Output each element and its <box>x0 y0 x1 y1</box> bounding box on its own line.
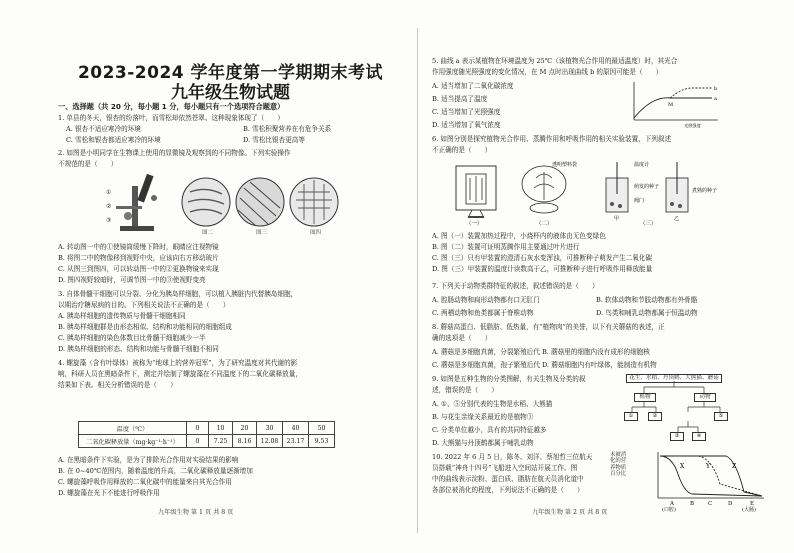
x-axis-label: 光照强度 <box>684 123 701 128</box>
svg-text:图二: 图二 <box>202 230 214 236</box>
q7-option-c: C. 两栖动物和鱼类都属于脊椎动物 <box>432 309 534 317</box>
q1-option-c: C. 雪松和银杏都适应寒冷的环境 <box>66 136 161 144</box>
q2-option-d: D. 图四视野较暗时，可调节图一中的③使视野变亮 <box>58 276 206 284</box>
q5-option-a: A. 适当增加了二氧化碳浓度 <box>432 82 514 90</box>
q1-option-a: A. 银杏不适应寒冷的环境 <box>66 125 141 133</box>
q4-stem-cont2: 结果如下表。相关分析错误的是（ ） <box>58 381 177 389</box>
q4-option-b: B. 在 0~40℃范围内，随着温度的升高，二氧化碳释放量逐渐增加 <box>58 467 253 475</box>
light-curve-figure <box>622 78 722 128</box>
q4-stem: 4. 螺旋藻（含有叶绿体）被称为“地球上的营养冠军”，为了研究温度对其代谢的影 <box>58 359 298 367</box>
x-tick-a: A <box>670 501 674 507</box>
q6-option-c: C. 图（三）只有甲装置的澄清石灰水变浑浊，可推断种子萌发产生二氧化碳 <box>432 254 653 262</box>
apparatus-2 <box>522 161 577 213</box>
q8-option-ab: A. 蘑菇是多细胞真菌，分裂繁殖后代 B. 蘑菇里的细胞内没有成形的细胞核 <box>432 348 650 356</box>
tree-node-3: ③ <box>670 432 684 441</box>
curve-a-label: a <box>714 96 717 102</box>
x-tick-c: C <box>708 501 713 507</box>
table-row <box>79 435 335 448</box>
curve-z-label: Z <box>732 463 737 470</box>
section-heading: 一、选择题（共 20 分，每小题 1 分，每小题只有一个选项符合题意） <box>58 102 285 111</box>
q10-stem-cont1: 员搭载“神舟十四号”飞船进入空间站开展工作。图 <box>432 464 578 472</box>
q5-stem-cont: 作用强度随光照强度的变化情况，在 M 点时出现曲线 b 的原因可能是（ ） <box>432 68 663 76</box>
q3-stem-cont: 以期治疗糖尿病的目的。下列相关说法不正确的是（ ） <box>58 301 230 309</box>
apparatus-1 <box>456 166 496 218</box>
q2-option-a: A. 转动图一中的①使镜筒缓慢下降时，眼睛应注视物镜 <box>58 243 219 251</box>
table-cell: 10 <box>209 422 233 435</box>
q4-option-c: C. 螺旋藻呼吸作用释放的二氧化碳中的能量来自其光合作用 <box>58 478 232 486</box>
table-cell: 7.25 <box>209 435 233 448</box>
q1-stem: 1. 单县的冬天，银杏的纷落叶，而雪松却依然苍翠。这种现象体现了（ ） <box>58 114 284 122</box>
microscope-icon <box>116 174 157 231</box>
column-divider <box>417 28 418 533</box>
q4-option-d: D. 螺旋藻在光下不能进行呼吸作用 <box>58 489 160 497</box>
apparatus-3 <box>606 161 717 222</box>
table-cell: 0 <box>187 422 209 435</box>
tree-animal: 动物 <box>694 393 716 402</box>
digestion-curve-figure <box>632 448 767 512</box>
table-cell: 12.08 <box>257 435 283 448</box>
fig-label-2: （二） <box>536 221 553 226</box>
q7-option-b: B. 软体动物和节肢动物都有外骨骼 <box>596 296 698 304</box>
tree-plant: 植物 <box>634 393 656 402</box>
x-tick-d: D <box>728 501 733 507</box>
table-cell: 二氧化碳释放量（mg·kg⁻¹·h⁻¹） <box>79 435 187 448</box>
q6-stem: 6. 如图分别是探究植物光合作用、蒸腾作用和呼吸作用的相关实验装置，下列叙述 <box>432 135 672 143</box>
q7-option-a: A. 腔肠动物和扁形动物都有口无肛门 <box>432 296 540 304</box>
jar-jia-label: 甲 <box>614 216 620 222</box>
q10-stem: 10. 2022 年 6 月 5 日，陈冬、刘洋、蔡旭哲三位航天 <box>432 453 593 461</box>
q4-option-a: A. 在黑暗条件下实验，是为了排除光合作用对实验结果的影响 <box>58 456 239 464</box>
q9-option-d: D. 大熊猫与丹顶鹤都属于哺乳动物 <box>432 439 534 447</box>
digestion-y-label: 未被消化的营养物质百分比 <box>610 452 627 478</box>
curve-y-label: Y <box>706 463 710 470</box>
table-cell: 0 <box>187 435 209 448</box>
q1-option-d: D. 雪松比银杏更高等 <box>243 136 305 144</box>
q2-option-b: B. 将图二中的物像移到视野中央，应该向右方移动玻片 <box>58 254 219 262</box>
curve-x-label: X <box>680 463 685 470</box>
q8-stem-cont: 确的选项是（ ） <box>432 334 492 342</box>
exam-subtitle: 九年级生物试题 <box>171 83 290 103</box>
right-column <box>432 0 772 553</box>
q6-option-a: A. 图（一）装置加热过程中，小烧杯内的液体由无色变绿色 <box>432 232 606 240</box>
x-tick-b: B <box>690 501 695 507</box>
q7-option-d: D. 鸟类和哺乳动物都属于恒温动物 <box>596 309 698 317</box>
valve-label: 阀门 <box>634 198 645 204</box>
q9-option-b: B. 与花生亲缘关系最近的是植物③ <box>432 413 534 421</box>
q9-option-c: C. 分类单位越小，具有的共同特征越多 <box>432 426 547 434</box>
tree-node-5: ⑤ <box>714 412 728 421</box>
q10-stem-cont2: 中的曲线表示淀粉、蛋白质、脂肪在航天员消化道中 <box>432 475 584 483</box>
exam-title: 2023-2024 学年度第一学期期末考试 <box>77 63 384 83</box>
q2-stem-cont: 不规范的是（ ） <box>58 160 118 168</box>
curve-b-label: b <box>714 86 718 92</box>
table-cell: 23.17 <box>283 435 309 448</box>
temperature-table <box>78 421 335 448</box>
q5-stem: 5. 曲线 a 表示某植物在环境温度为 25℃（该植物光合作用的最适温度）时，其光合 <box>432 57 678 65</box>
table-cell: 温度（℃） <box>79 422 187 435</box>
boiled-seed-label: 煮熟的种子 <box>692 188 718 194</box>
fig-label-3: （三） <box>640 221 657 226</box>
table-cell: 40 <box>283 422 309 435</box>
tree-node-4: ④ <box>692 432 706 441</box>
q2-stem: 2. 如图是小明同学在生物课上使用的显微镜及观察到的不同物像。下列实验操作 <box>58 149 291 157</box>
svg-text:③: ③ <box>106 217 112 224</box>
experiment-apparatus-figure <box>452 158 752 226</box>
q8-option-cd: C. 蘑菇是多细胞真菌，孢子繁殖后代 D. 蘑菇细胞内有叶绿体，能制造有机物 <box>432 361 657 369</box>
q6-option-d: D. 图（三）甲装置的温度计读数高于乙，可推断种子进行呼吸作用释放能量 <box>432 265 653 273</box>
page-footer-right: 九年级生物 第 2 页 共 8 页 <box>532 509 608 516</box>
table-cell: 20 <box>233 422 257 435</box>
microscope-view-1 <box>182 178 230 226</box>
table-cell: 8.16 <box>233 435 257 448</box>
q3-option-c: C. 胰岛样细胞的染色体数目比骨髓干细胞减少一半 <box>58 334 206 342</box>
q5-option-b: B. 适当提高了温度 <box>432 95 488 103</box>
thermometer-label: 温度计 <box>634 162 650 168</box>
q5-option-d: D. 适当增加了氧气浓度 <box>432 121 501 129</box>
q7-stem: 7. 下列关于动物类群特征的叙述，叙述错误的是（ ） <box>432 282 599 290</box>
q1-option-b: B. 雪松积聚营养在有危争关系 <box>243 125 332 133</box>
q10-stem-cont3: 各部位被消化的程度，下列说法不正确的是（ ） <box>432 486 584 494</box>
q3-option-a: A. 胰岛样细胞的遗传物质与骨髓干细胞相同 <box>58 312 186 320</box>
page-footer-left: 九年级生物 第 1 页 共 8 页 <box>158 509 234 516</box>
svg-text:图四: 图四 <box>310 230 322 236</box>
q9-option-a: A. ①、⑤分别代表的生物是水稻、大熊猫 <box>432 400 553 408</box>
q9-stem: 9. 如图是五种生物的分类图解，有关生物及分类的叙 <box>432 375 586 383</box>
q6-stem-cont: 不正确的是（ ） <box>432 146 492 154</box>
q2-option-c: C. 从图三到图四，可以转动图一中的②更换物镜来实现 <box>58 265 219 273</box>
q9-stem-cont: 述，错误的是（ ） <box>432 386 498 394</box>
fig-label-1: （一） <box>466 221 483 226</box>
q3-stem: 3. 自体骨髓干细胞可以分裂、分化为胰岛样细胞，可以植入胰脏内代替胰岛细胞， <box>58 290 298 298</box>
q8-stem: 8. 蘑菇高蛋白、低脂肪、低热量，有“植物肉”的美誉，以下有关蘑菇的表述，正 <box>432 323 665 331</box>
left-column <box>58 0 403 553</box>
jar-yi-label: 乙 <box>674 216 680 222</box>
q3-option-b: B. 胰岛样细胞群是由形态相似、结构和功能相同的细胞组成 <box>58 323 232 331</box>
tree-node-2: ② <box>648 412 662 421</box>
tree-root: 花生、水稻、丹顶鹤、大熊猫、蘑菇 <box>626 374 722 383</box>
svg-text:②: ② <box>106 203 112 210</box>
x-tick-e: E <box>750 501 755 507</box>
table-cell: 50 <box>309 422 335 435</box>
x-right-note: (大肠) <box>742 507 756 512</box>
tree-node-1: ① <box>624 412 638 421</box>
bag-label: 透明塑料袋 <box>552 162 578 168</box>
q4-stem-cont: 响，科研人员在黑暗条件下，测定并绘制了螺旋藻在不同温度下的二氧化碳释放量， <box>58 370 302 378</box>
q5-option-c: C. 适当增加了光照强度 <box>432 108 501 116</box>
point-m-label: M <box>668 102 674 108</box>
svg-text:图三: 图三 <box>256 230 268 236</box>
q3-option-d: D. 胰岛样细胞的形态、结构和功能与骨髓干细胞不相同 <box>58 345 219 353</box>
microscope-view-3 <box>290 178 338 226</box>
x-left-note: (口腔) <box>662 507 676 512</box>
microscope-view-2 <box>236 178 284 226</box>
table-cell: 30 <box>257 422 283 435</box>
microscope-figure <box>98 168 358 236</box>
q6-option-b: B. 图（二）装置可证明蒸腾作用主要通过叶片进行 <box>432 243 580 251</box>
table-header-row <box>79 422 335 435</box>
table-cell: 9.53 <box>309 435 335 448</box>
sprouting-seed-label: 萌发的种子 <box>634 184 660 190</box>
svg-text:①: ① <box>106 189 112 196</box>
